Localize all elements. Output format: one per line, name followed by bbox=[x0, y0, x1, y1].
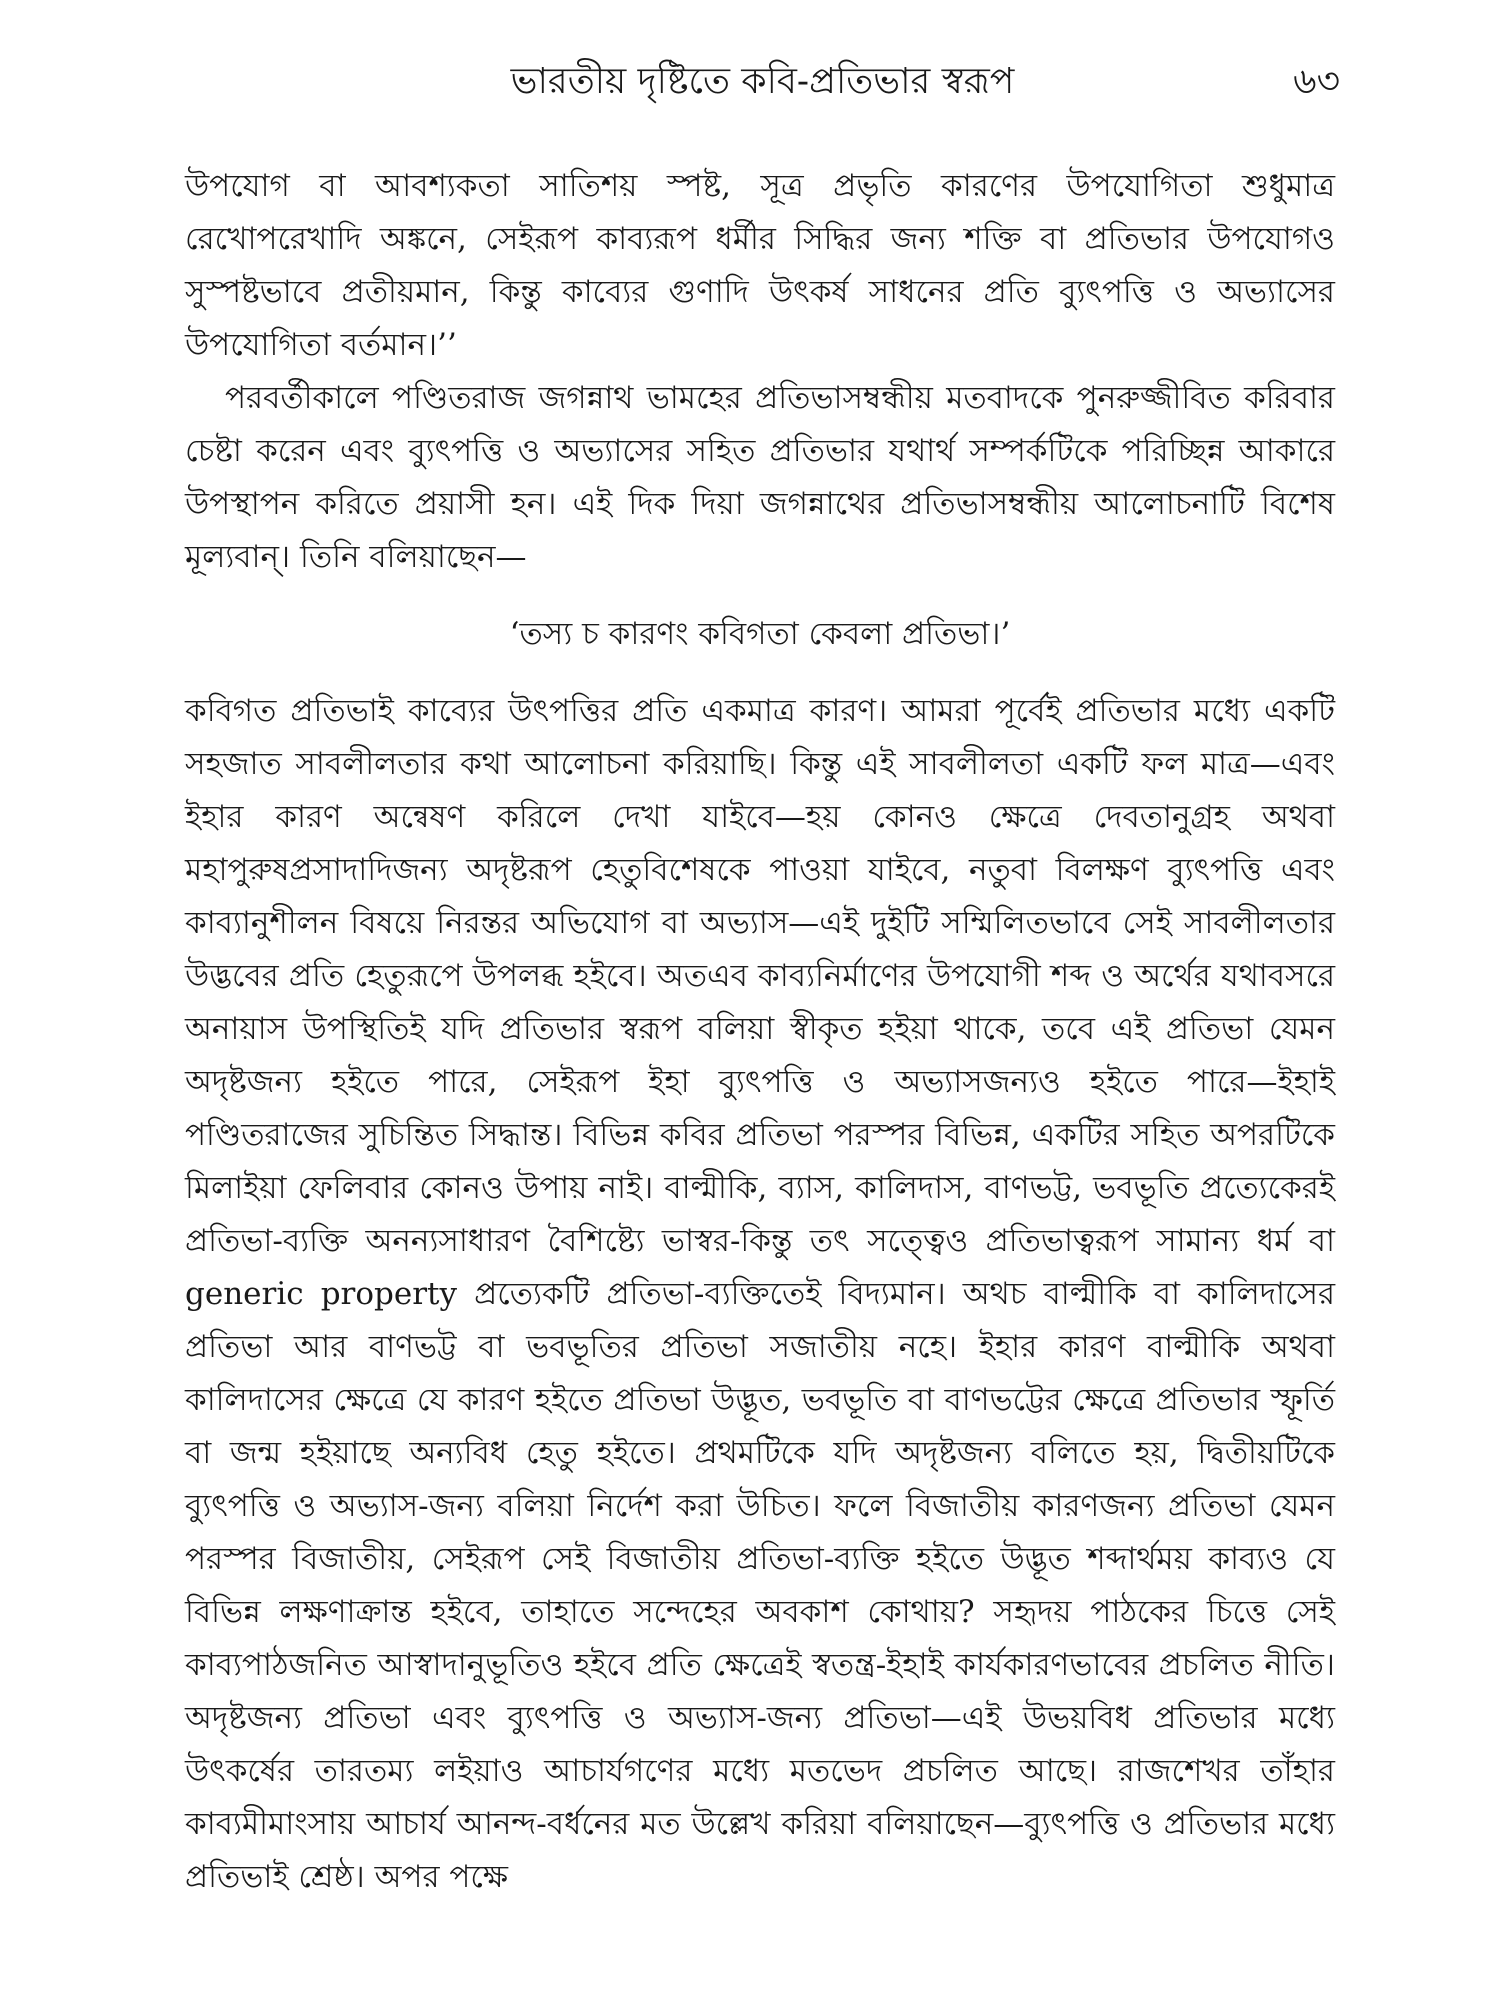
running-header bbox=[185, 52, 1340, 112]
running-title: ভারতীয় দৃষ্টিতে কবি-প্রতিভার স্বরূপ bbox=[510, 61, 1015, 102]
paragraph-2: পরবর্তীকালে পণ্ডিতরাজ জগন্নাথ ভামহের প্রতিভাসম্বন্ধীয় মতবাদকে পুনরুজ্জীবিত করিবার চেষ্টা করেন এবং ব্যুৎপত্তি ও অভ্যাসের সহিত প্রতিভার যথার্থ সম্পর্কটিকে পরিচ্ছিন্ন আকারে উপস্থাপন করিতে প্রয়াসী হন। এই দিক দিয়া জগন্নাথের প্রতিভাসম্বন্ধীয় আলোচনাটি বিশেষ মূল্যবান্‌। তিনি বলিয়াছেন— bbox=[185, 380, 1335, 575]
paragraph-3: কবিগত প্রতিভাই কাব্যের উৎপত্তির প্রতি একমাত্র কারণ। আমরা পূর্বেই প্রতিভার মধ্যে একটি সহজাত সাবলীলতার কথা আলোচনা করিয়াছি। কিন্তু এই সাবলীলতা একটি ফল মাত্র—এবং ইহার কারণ অন্বেষণ করিলে দেখা যাইবে—হয় কোনও ক্ষেত্রে দেবতানুগ্রহ অথবা মহাপুরুষপ্রসাদাদিজন্য অদৃষ্টরূপ হেতুবিশেষকে পাওয়া যাইবে, নতুবা বিলক্ষণ ব্যুৎপত্তি এবং কাব্যানুশীলন বিষয়ে নিরন্তর অভিযোগ বা অভ্যাস—এই দুইটি সম্মিলিতভাবে সেই সাবলীলতার উদ্ভবের প্রতি হেতুরূপে উপলব্ধ হইবে। অতএব কাব্যনির্মাণের উপযোগী শব্দ ও অর্থের যথাবসরে অনায়াস উপস্থিতিই যদি প্রতিভার স্বরূপ বলিয়া স্বীকৃত হইয়া থাকে, তবে এই প্রতিভা যেমন অদৃষ্টজন্য হইতে পারে, সেইরূপ ইহা ব্যুৎপত্তি ও অভ্যাসজন্যও হইতে পারে—ইহাই পণ্ডিতরাজের সুচিন্তিত সিদ্ধান্ত। বিভিন্ন কবির প্রতিভা পরস্পর বিভিন্ন, একটির সহিত অপরটিকে মিলাইয়া ফেলিবার কোনও উপায় নাই। বাল্মীকি, ব্যাস, কালিদাস, বাণভট্ট, ভবভূতি প্রত্যেকেরই প্রতিভা-ব্যক্তি অনন্যসাধারণ বৈশিষ্ট্যে ভাস্বর-কিন্তু তৎ সত্ত্বেও প্রতিভাত্বরূপ সামান্য ধর্ম বা generic property প্রত্যেকটি প্রতিভা-ব্যক্তিতেই বিদ্যমান। অথচ বাল্মীকি বা কালিদাসের প্রতিভা আর বাণভট্ট বা ভবভূতির প্রতিভা সজাতীয় নহে। ইহার কারণ বাল্মীকি অথবা কালিদাসের ক্ষেত্রে যে কারণ হইতে প্রতিভা উদ্ভূত, ভবভূতি বা বাণভট্টের ক্ষেত্রে প্রতিভার স্ফূর্তি বা জন্ম হইয়াছে অন্যবিধ হেতু হইতে। প্রথমটিকে যদি অদৃষ্টজন্য বলিতে হয়, দ্বিতীয়টিকে ব্যুৎপত্তি ও অভ্যাস-জন্য বলিয়া নির্দেশ করা উচিত। ফলে বিজাতীয় কারণজন্য প্রতিভা যেমন পরস্পর বিজাতীয়, সেইরূপ সেই বিজাতীয় প্রতিভা-ব্যক্তি হইতে উদ্ভূত শব্দার্থময় কাব্যও যে বিভিন্ন লক্ষণাক্রান্ত হইবে, তাহাতে সন্দেহের অবকাশ কোথায়? সহৃদয় পাঠকের চিত্তে সেই কাব্যপাঠজনিত আস্বাদানুভূতিও হইবে প্রতি ক্ষেত্রেই স্বতন্ত্র-ইহাই কার্যকারণভাবের প্রচলিত নীতি। অদৃষ্টজন্য প্রতিভা এবং ব্যুৎপত্তি ও অভ্যাস-জন্য প্রতিভা—এই উভয়বিধ প্রতিভার মধ্যে উৎকর্ষের তারতম্য লইয়াও আচার্যগণের মধ্যে মতভেদ প্রচলিত আছে। রাজশেখর তাঁহার কাব্যমীমাংসায় আচার্য আনন্দ-বর্ধনের মত উল্লেখ করিয়া বলিয়াছেন—ব্যুৎপত্তি ও প্রতিভার মধ্যে প্রতিভাই শ্রেষ্ঠ। অপর পক্ষে bbox=[185, 693, 1335, 1895]
sanskrit-quote: ‘তস্য চ কারণং কবিগতা কেবলা প্রতিভা।’ bbox=[509, 616, 1011, 652]
paragraph-1: উপযোগ বা আবশ্যকতা সাতিশয় স্পষ্ট, সূত্র প্রভৃতি কারণের উপযোগিতা শুধুমাত্র রেখোপরেখাদি অঙ্কনে, সেইরূপ কাব্যরূপ ধর্মীর সিদ্ধির জন্য শক্তি বা প্রতিভার উপযোগও সুস্পষ্টভাবে প্রতীয়মান, কিন্তু কাব্যের গুণাদি উৎকর্ষ সাধনের প্রতি ব্যুৎপত্তি ও অভ্যাসের উপযোগিতা বর্তমান।’’ bbox=[185, 168, 1335, 363]
page-number: ৬৩ bbox=[1293, 61, 1340, 102]
